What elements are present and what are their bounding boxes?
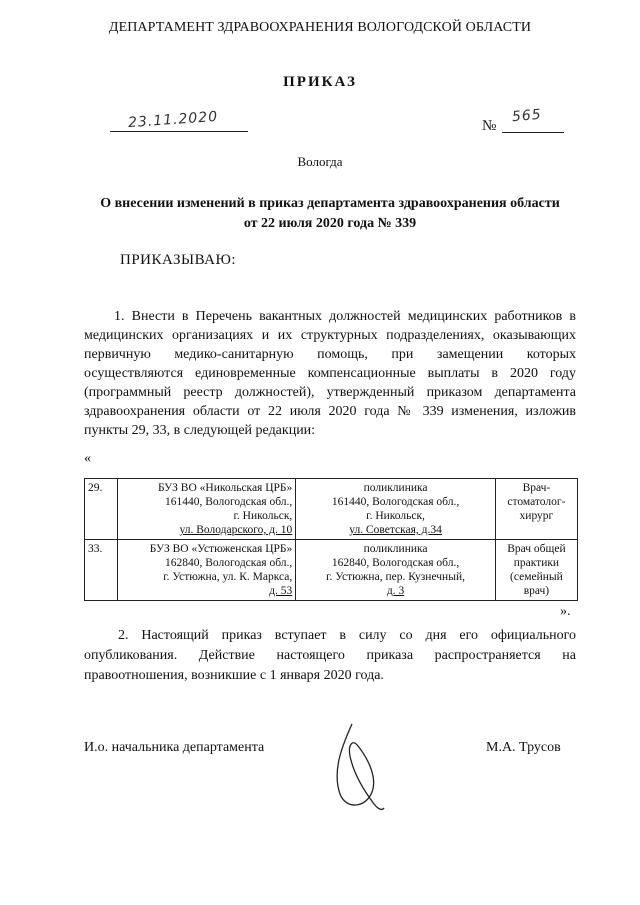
subdivision-cell (296, 479, 496, 540)
document-number: 565 (511, 106, 543, 126)
paragraph-line: (программный реестр должностей), утвержденный приказом департамента (84, 385, 576, 400)
document-type: ПРИКАЗ (283, 74, 357, 90)
cell-line: ул. Советская, д.34 (349, 524, 442, 536)
number-label: № (482, 118, 497, 134)
paragraph-line: 1. Внести в Перечень вакантных должностей медицинских работников в (114, 309, 576, 324)
city: Вологда (297, 154, 343, 169)
signer-position: И.о. начальника департамента (84, 740, 265, 755)
cell-line: БУЗ ВО «Устюженская ЦРБ» (149, 543, 293, 555)
cell-line: г. Никольск, (366, 510, 425, 522)
cell-line: поликлиника (363, 482, 428, 494)
table-row (85, 479, 578, 540)
cell-line: поликлиника (363, 543, 428, 555)
paragraph-1 (84, 307, 576, 440)
positions-table (84, 478, 578, 601)
cell-line: г. Никольск, (233, 510, 293, 522)
signer-name: М.А. Трусов (486, 740, 561, 755)
quote-open: « (84, 451, 91, 466)
cell-line: (семейный (510, 571, 563, 583)
paragraph-line: опубликования. Действие настоящего приказа распространяется на (84, 648, 576, 663)
paragraph-line: пункты 29, 33, в следующей редакции: (84, 423, 316, 438)
cell-line: ул. Володарского, д. 10 (179, 524, 293, 536)
cell-line: БУЗ ВО «Никольская ЦРБ» (157, 482, 293, 494)
order-word: ПРИКАЗЫВАЮ: (120, 252, 237, 268)
row-number: 33. (85, 540, 118, 601)
cell-line: Врач- (522, 482, 551, 494)
paragraph-2 (84, 626, 576, 686)
paragraph-line: медицинских организациях и их структурных подразделениях, оказывающих (84, 328, 576, 343)
handwritten-signature (322, 716, 392, 816)
cell-line: 162840, Вологодская обл., (164, 557, 293, 569)
paragraph-line: правоотношения, возникшие с 1 января 2020 года. (84, 668, 384, 683)
number-underline (502, 132, 564, 133)
paragraph-line: осуществляются единовременные компенсационные выплаты в 2020 году (84, 366, 576, 381)
cell-line: Врач общей (507, 543, 566, 555)
row-number: 29. (85, 479, 118, 540)
cell-line: 161440, Вологодская обл., (164, 496, 293, 508)
date-underline (110, 131, 248, 132)
cell-line: 162840, Вологодская обл., (331, 557, 460, 569)
paragraph-line: первичную медико-санитарную помощь, при замещении которых (84, 347, 576, 362)
cell-line: 161440, Вологодская обл., (331, 496, 460, 508)
cell-line: стоматолог- (507, 496, 566, 508)
document-date: 23.11.2020 (127, 108, 219, 132)
paragraph-line: 2. Настоящий приказ вступает в силу со дня его официального (118, 628, 576, 643)
subject-line: О внесении изменений в приказ департамента здравоохранения области (100, 196, 560, 211)
organization-cell (118, 540, 296, 601)
quote-close: ». (560, 604, 571, 619)
cell-line: г. Устюжна, пер. Кузнечный, (326, 571, 465, 583)
subdivision-cell (296, 540, 496, 601)
organization-cell (118, 479, 296, 540)
subject-line: от 22 июля 2020 года № 339 (243, 216, 417, 231)
cell-line: врач) (523, 585, 550, 597)
table-row (85, 540, 578, 601)
cell-line: д. 53 (269, 585, 293, 597)
paragraph-line: здравоохранения области от 22 июля 2020 года № 339 изменения, изложив (84, 404, 576, 419)
cell-line: г. Устюжна, ул. К. Маркса, (163, 571, 293, 583)
cell-line: д. 3 (386, 585, 405, 597)
department-name: ДЕПАРТАМЕНТ ЗДРАВООХРАНЕНИЯ ВОЛОГОДСКОЙ ОБЛАСТИ (108, 20, 532, 35)
cell-line: хирург (519, 510, 554, 522)
document-subject (80, 194, 580, 234)
cell-line: практики (513, 557, 560, 569)
position-cell (495, 540, 577, 601)
position-cell (495, 479, 577, 540)
